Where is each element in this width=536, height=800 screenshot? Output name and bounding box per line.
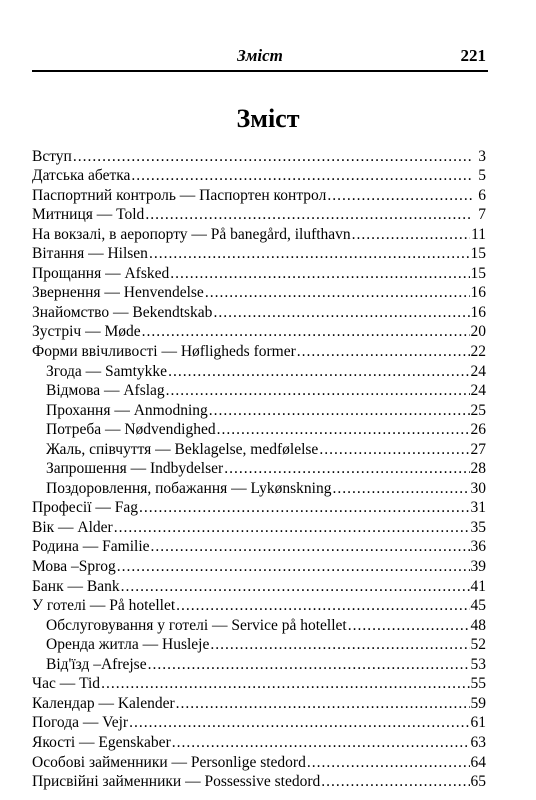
toc-entry-title: Мова –Sprog <box>32 558 116 576</box>
toc-entry <box>32 713 486 733</box>
toc-entry <box>32 166 486 186</box>
dot-leader <box>170 264 469 283</box>
toc-entry-page: 41 <box>470 577 486 595</box>
toc-entry <box>32 302 486 322</box>
toc-entry-page: 31 <box>470 499 486 517</box>
dot-leader <box>176 596 469 615</box>
toc-entry-page: 30 <box>470 479 486 497</box>
dot-leader <box>319 440 469 459</box>
toc-entry <box>32 322 486 342</box>
page-number: 221 <box>460 46 486 65</box>
toc-entry <box>32 478 486 498</box>
toc-entry <box>32 654 486 674</box>
toc-entry-page: 65 <box>470 773 486 791</box>
toc-entry <box>32 361 486 381</box>
dot-leader <box>307 753 470 772</box>
dot-leader <box>352 225 470 244</box>
toc-entry-title: Запрошення — Indbydelser <box>46 460 224 478</box>
toc-entry <box>32 693 486 713</box>
toc-entry-title: Знайомство — Bekendtskab <box>32 303 213 321</box>
toc-entry <box>32 556 486 576</box>
toc-entry-title: Паспортний контроль — Паспортен контрол <box>32 186 327 204</box>
toc-entry-title: Звернення — Henvendelse <box>32 284 204 302</box>
toc-entry <box>32 772 486 792</box>
dot-leader <box>321 772 469 791</box>
toc-entry-title: Погода — Vejr <box>32 714 129 732</box>
toc-entry-page: 7 <box>478 206 486 224</box>
toc-entry <box>32 596 486 616</box>
toc-entry <box>32 459 486 479</box>
dot-leader <box>205 283 470 302</box>
toc-entry-page: 24 <box>470 362 486 380</box>
toc-entry-page: 11 <box>471 225 486 243</box>
toc-entry-page: 61 <box>470 714 486 732</box>
table-of-contents <box>32 146 486 791</box>
toc-entry-page: 63 <box>470 733 486 751</box>
toc-entry <box>32 674 486 694</box>
toc-entry-page: 53 <box>470 655 486 673</box>
toc-entry-page: 52 <box>470 636 486 654</box>
toc-entry-title: Поздоровлення, побажання — Lykønskning <box>46 479 332 497</box>
dot-leader <box>142 322 470 341</box>
toc-entry-page: 16 <box>470 303 486 321</box>
toc-entry-title: Вітання — Hilsen <box>32 245 148 263</box>
dot-leader <box>151 537 470 556</box>
toc-entry <box>32 263 486 283</box>
dot-leader <box>149 244 470 263</box>
toc-entry-page: 26 <box>470 421 486 439</box>
running-header-title: Зміст <box>237 46 283 65</box>
toc-entry-title: Календар — Kalender <box>32 694 175 712</box>
dot-leader <box>172 733 470 752</box>
toc-entry-title: На вокзалі, в аеропорту — På banegård, ilufthavn <box>32 225 351 243</box>
toc-entry-title: Форми ввічливості — Høfligheds former <box>32 343 296 361</box>
toc-entry-page: 24 <box>470 382 486 400</box>
dot-leader <box>168 362 469 381</box>
dot-leader <box>213 303 469 322</box>
toc-entry <box>32 146 486 166</box>
toc-entry-page: 6 <box>478 186 486 204</box>
toc-entry-title: Вік — Alder <box>32 518 113 536</box>
toc-entry-title: Вступ <box>32 147 72 165</box>
toc-entry-page: 48 <box>470 616 486 634</box>
toc-entry-title: Прощання — Afsked <box>32 264 170 282</box>
dot-leader <box>224 459 469 478</box>
dot-leader <box>121 577 470 596</box>
toc-entry <box>32 283 486 303</box>
toc-entry-title: Згода — Samtykke <box>46 362 168 380</box>
toc-entry-title: Присвійні займенники — Possessive stedord <box>32 773 321 791</box>
toc-entry <box>32 537 486 557</box>
toc-entry-title: Якості — Egenskaber <box>32 733 171 751</box>
toc-entry-page: 5 <box>478 167 486 185</box>
dot-leader <box>145 205 473 224</box>
toc-entry <box>32 244 486 264</box>
toc-entry-title: Датська абетка <box>32 167 131 185</box>
dot-leader <box>148 655 470 674</box>
toc-entry-title: Родина — Familie <box>32 538 150 556</box>
toc-entry <box>32 381 486 401</box>
toc-entry <box>32 341 486 361</box>
running-header <box>32 44 488 72</box>
toc-entry <box>32 517 486 537</box>
dot-leader <box>348 616 470 635</box>
dot-leader <box>327 186 473 205</box>
toc-entry-title: Прохання — Anmodning <box>46 401 208 419</box>
toc-entry <box>32 205 486 225</box>
dot-leader <box>332 479 469 498</box>
toc-entry-page: 39 <box>470 558 486 576</box>
toc-entry-title: Оренда житла — Husleje <box>46 636 210 654</box>
toc-entry-page: 35 <box>470 518 486 536</box>
toc-entry <box>32 185 486 205</box>
dot-leader <box>129 713 469 732</box>
toc-entry-title: Потреба — Nødvendighed <box>46 421 216 439</box>
toc-entry <box>32 439 486 459</box>
page-title: Зміст <box>236 104 300 133</box>
toc-entry-title: Банк — Bank <box>32 577 120 595</box>
toc-entry-title: Обслуговування у готелі — Service på hotellet <box>46 616 347 634</box>
dot-leader <box>139 498 470 517</box>
dot-leader <box>114 518 470 537</box>
toc-entry-title: Час — Tid <box>32 675 101 693</box>
toc-entry-title: Відмова — Afslag <box>46 382 165 400</box>
toc-entry <box>32 576 486 596</box>
toc-entry-page: 20 <box>470 323 486 341</box>
toc-entry-page: 28 <box>470 460 486 478</box>
dot-leader <box>73 147 473 166</box>
dot-leader <box>131 166 473 185</box>
toc-entry <box>32 420 486 440</box>
toc-entry-page: 22 <box>470 343 486 361</box>
toc-entry-page: 16 <box>470 284 486 302</box>
toc-entry <box>32 498 486 518</box>
toc-entry-page: 59 <box>470 694 486 712</box>
dot-leader <box>297 342 470 361</box>
toc-entry-page: 15 <box>470 245 486 263</box>
dot-leader <box>166 381 470 400</box>
toc-entry-title: Особові займенники — Personlige stedord <box>32 753 306 771</box>
toc-entry-page: 25 <box>470 401 486 419</box>
toc-entry <box>32 732 486 752</box>
dot-leader <box>117 557 470 576</box>
toc-entry-page: 36 <box>470 538 486 556</box>
toc-entry-title: Жаль, співчуття — Beklagelse, medfølelse <box>46 440 319 458</box>
toc-entry-title: Від'їзд –Afrejse <box>46 655 147 673</box>
dot-leader <box>176 694 470 713</box>
dot-leader <box>209 401 470 420</box>
toc-entry <box>32 615 486 635</box>
toc-entry-page: 15 <box>470 264 486 282</box>
toc-entry <box>32 635 486 655</box>
toc-entry-title: Зустріч — Møde <box>32 323 141 341</box>
toc-entry-page: 55 <box>470 675 486 693</box>
dot-leader <box>217 420 470 439</box>
toc-entry <box>32 400 486 420</box>
toc-entry-page: 3 <box>478 147 486 165</box>
toc-entry-page: 27 <box>470 440 486 458</box>
toc-entry-title: Митниця — Told <box>32 206 145 224</box>
toc-entry <box>32 224 486 244</box>
toc-entry <box>32 752 486 772</box>
toc-entry-title: Професії — Fag <box>32 499 138 517</box>
toc-entry-page: 45 <box>470 597 486 615</box>
dot-leader <box>101 674 469 693</box>
toc-entry-page: 64 <box>470 753 486 771</box>
toc-entry-title: У готелі — På hotellet <box>32 597 176 615</box>
dot-leader <box>210 635 469 654</box>
